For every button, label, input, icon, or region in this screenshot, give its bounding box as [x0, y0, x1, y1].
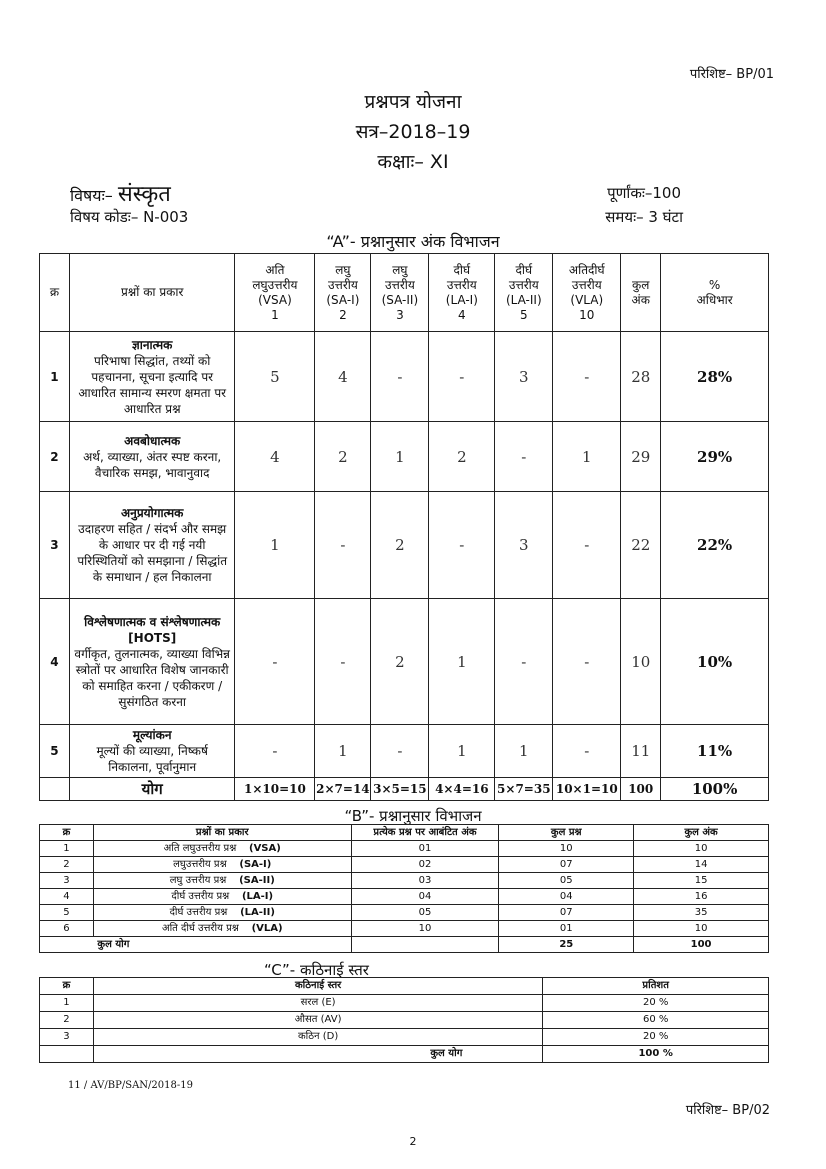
b-per: 05	[351, 905, 499, 921]
b-count: 05	[499, 873, 634, 889]
cell-pct: 29%	[661, 422, 769, 492]
cell-pct: 11%	[661, 725, 769, 778]
b-count: 07	[499, 905, 634, 921]
cell-la1: -	[429, 332, 495, 422]
row-desc: उदाहरण सहित / संदर्भ और समझ के आधार पर दी गई नयी परिस्थितियों को समझाना / सिद्धांत के समाधान / हल निकालना	[77, 522, 228, 584]
table-row	[40, 422, 769, 492]
b-count: 01	[499, 921, 634, 937]
section-a-total-row	[40, 778, 769, 801]
b-total-label: कुल योग	[93, 937, 351, 953]
c-level: सरल (E)	[93, 995, 542, 1012]
page-title: प्रश्नपत्र योजना	[364, 91, 462, 113]
b-col-marks: कुल अंक	[634, 825, 769, 841]
b-count: 04	[499, 889, 634, 905]
col-weight: % अधिभार	[661, 254, 769, 332]
total-label: योग	[69, 778, 235, 801]
col-la2: दीर्घ उत्तरीय (LA-II) 5	[495, 254, 553, 332]
c-total-label: कुल योग	[93, 1046, 542, 1063]
row-sr: 3	[40, 492, 70, 599]
cell-la1: 1	[429, 599, 495, 725]
appendix-ref-bottom: परिशिष्ट– BP/02	[685, 1103, 770, 1118]
c-pct: 20 %	[543, 995, 769, 1012]
b-sr: 5	[40, 905, 94, 921]
cell-vla: -	[553, 332, 621, 422]
subject-code: विषय कोडः– N-003	[70, 208, 189, 226]
cell-sa1: 1	[315, 725, 371, 778]
cell-la1: 1	[429, 725, 495, 778]
row-description	[69, 599, 235, 725]
cell-pct: 10%	[661, 599, 769, 725]
cell-pct: 22%	[661, 492, 769, 599]
c-total-pct: 100 %	[543, 1046, 769, 1063]
total-pct: 100%	[661, 778, 769, 801]
cell-total: 28	[621, 332, 661, 422]
c-level: कठिन (D)	[93, 1029, 542, 1046]
class-label: कक्षाः– XI	[377, 151, 449, 173]
row-desc: मूल्यों की व्याख्या, निष्कर्ष निकालना, पूर्वानुमान	[96, 744, 208, 774]
table-row	[40, 492, 769, 599]
b-col-per: प्रत्येक प्रश्न पर आबंटित अंक	[351, 825, 499, 841]
section-b-header-row	[40, 825, 769, 841]
b-marks: 16	[634, 889, 769, 905]
cell-vla: -	[553, 492, 621, 599]
b-per: 03	[351, 873, 499, 889]
col-vsa: अति लघुउत्तरीय (VSA) 1	[235, 254, 315, 332]
max-marks: पूर्णांकः–100	[607, 184, 681, 202]
section-a-table	[39, 253, 769, 801]
b-per: 01	[351, 841, 499, 857]
table-row	[40, 725, 769, 778]
b-marks: 15	[634, 873, 769, 889]
b-total-count: 25	[499, 937, 634, 953]
total-sa1: 2×7=14	[315, 778, 371, 801]
table-row	[40, 841, 769, 857]
b-type: दीर्घ उत्तरीय प्रश्न (LA-II)	[93, 905, 351, 921]
cell-vsa: 5	[235, 332, 315, 422]
row-title: अनुप्रयोगात्मक	[121, 506, 184, 520]
b-col-sr: क्र	[40, 825, 94, 841]
b-per: 04	[351, 889, 499, 905]
b-sr: 4	[40, 889, 94, 905]
row-sr: 1	[40, 332, 70, 422]
exam-time: समयः– 3 घंटा	[605, 208, 683, 226]
cell-sa2: 2	[371, 599, 429, 725]
section-c-title: “C”- कठिनाई स्तर	[264, 961, 369, 979]
c-col-level: कठिनाई स्तर	[93, 978, 542, 995]
cell-sa1: -	[315, 599, 371, 725]
c-total-empty	[40, 1046, 94, 1063]
table-row	[40, 921, 769, 937]
col-sa1: लघु उत्तरीय (SA-I) 2	[315, 254, 371, 332]
section-c-header-row	[40, 978, 769, 995]
cell-la2: -	[495, 599, 553, 725]
cell-vla: -	[553, 599, 621, 725]
b-marks: 10	[634, 841, 769, 857]
cell-total: 29	[621, 422, 661, 492]
cell-sa2: -	[371, 725, 429, 778]
total-la2: 5×7=35	[495, 778, 553, 801]
col-vla: अतिदीर्घ उत्तरीय (VLA) 10	[553, 254, 621, 332]
section-c-total-row	[40, 1046, 769, 1063]
row-title: मूल्यांकन	[132, 728, 172, 742]
doc-code: 11 / AV/BP/SAN/2018-19	[68, 1080, 193, 1091]
table-row	[40, 873, 769, 889]
cell-vsa: -	[235, 725, 315, 778]
c-sr: 3	[40, 1029, 94, 1046]
row-title: अवबोधात्मक	[124, 433, 181, 448]
col-la1: दीर्घ उत्तरीय (LA-I) 4	[429, 254, 495, 332]
total-la1: 4×4=16	[429, 778, 495, 801]
row-title: ज्ञानात्मक	[132, 337, 173, 352]
row-sr: 5	[40, 725, 70, 778]
section-b-total-row	[40, 937, 769, 953]
total-sa2: 3×5=15	[371, 778, 429, 801]
cell-sa2: 1	[371, 422, 429, 492]
c-sr: 2	[40, 1012, 94, 1029]
col-sr: क्र	[40, 254, 70, 332]
b-count: 07	[499, 857, 634, 873]
row-desc: अर्थ, व्याख्या, अंतर स्पष्ट करना, वैचारिक समझ, भावानुवाद	[83, 449, 222, 480]
total-vla: 10×1=10	[553, 778, 621, 801]
c-sr: 1	[40, 995, 94, 1012]
table-row	[40, 889, 769, 905]
row-desc: वर्गीकृत, तुलनात्मक, व्याख्या विभिन्न स्त्रोतों पर आधारित विशेष जानकारी को समाहित करना / एकीकरण / सुसंगठित करना	[74, 646, 230, 709]
session-label: सत्र–2018–19	[355, 121, 471, 143]
b-per: 10	[351, 921, 499, 937]
row-title: विश्लेषणात्मक व संश्लेषणात्मक [HOTS]	[84, 614, 221, 645]
b-type: लघुउत्तरीय प्रश्न (SA-I)	[93, 857, 351, 873]
cell-la2: 1	[495, 725, 553, 778]
cell-la1: -	[429, 492, 495, 599]
table-row	[40, 995, 769, 1012]
col-type: प्रश्नों का प्रकार	[69, 254, 235, 332]
table-row	[40, 332, 769, 422]
cell-la2: 3	[495, 492, 553, 599]
b-count: 10	[499, 841, 634, 857]
appendix-ref-top: परिशिष्ट– BP/01	[689, 67, 774, 82]
total-marks: 100	[621, 778, 661, 801]
b-total-marks: 100	[634, 937, 769, 953]
b-type: अति दीर्घ उत्तरीय प्रश्न (VLA)	[93, 921, 351, 937]
cell-vsa: -	[235, 599, 315, 725]
cell-vla: 1	[553, 422, 621, 492]
b-sr: 2	[40, 857, 94, 873]
cell-sa1: -	[315, 492, 371, 599]
cell-sa1: 4	[315, 332, 371, 422]
total-sr-empty	[40, 778, 70, 801]
row-description	[69, 332, 235, 422]
b-marks: 10	[634, 921, 769, 937]
row-desc: परिभाषा सिद्धांत, तथ्यों को पहचानना, सूचना इत्यादि पर आधारित सामान्य स्मरण क्षमता पर आधारित प्रश्न	[78, 353, 227, 416]
subject-line	[70, 178, 171, 208]
cell-la2: 3	[495, 332, 553, 422]
b-marks: 14	[634, 857, 769, 873]
table-row	[40, 905, 769, 921]
c-col-sr: क्र	[40, 978, 94, 995]
c-level: औसत (AV)	[93, 1012, 542, 1029]
table-row	[40, 599, 769, 725]
table-row	[40, 1029, 769, 1046]
b-per: 02	[351, 857, 499, 873]
b-total-per-empty	[351, 937, 499, 953]
c-pct: 20 %	[543, 1029, 769, 1046]
b-sr: 1	[40, 841, 94, 857]
c-pct: 60 %	[543, 1012, 769, 1029]
cell-vsa: 1	[235, 492, 315, 599]
b-col-type: प्रश्नों का प्रकार	[93, 825, 351, 841]
subject-label: विषयः–	[70, 186, 113, 205]
cell-sa2: 2	[371, 492, 429, 599]
cell-pct: 28%	[661, 332, 769, 422]
subject-value: संस्कृत	[117, 182, 171, 207]
row-description	[69, 492, 235, 599]
section-b-table	[39, 824, 769, 953]
b-type: दीर्घ उत्तरीय प्रश्न (LA-I)	[93, 889, 351, 905]
table-row	[40, 857, 769, 873]
row-sr: 2	[40, 422, 70, 492]
col-total: कुल अंक	[621, 254, 661, 332]
section-a-title: “A”- प्रश्नानुसार अंक विभाजन	[326, 232, 500, 251]
b-marks: 35	[634, 905, 769, 921]
cell-sa2: -	[371, 332, 429, 422]
b-type: अति लघुउत्तरीय प्रश्न (VSA)	[93, 841, 351, 857]
page-number: 2	[409, 1135, 417, 1148]
col-sa2: लघु उत्तरीय (SA-II) 3	[371, 254, 429, 332]
b-type: लघु उत्तरीय प्रश्न (SA-II)	[93, 873, 351, 889]
b-total-empty	[40, 937, 94, 953]
cell-total: 22	[621, 492, 661, 599]
total-vsa: 1×10=10	[235, 778, 315, 801]
row-description	[69, 725, 235, 778]
section-c-table	[39, 977, 769, 1063]
table-row	[40, 1012, 769, 1029]
cell-sa1: 2	[315, 422, 371, 492]
section-a-header-row	[40, 254, 769, 332]
b-col-count: कुल प्रश्न	[499, 825, 634, 841]
row-sr: 4	[40, 599, 70, 725]
cell-total: 10	[621, 599, 661, 725]
section-b-title: “B”- प्रश्नानुसार विभाजन	[344, 807, 482, 825]
cell-la2: -	[495, 422, 553, 492]
cell-vla: -	[553, 725, 621, 778]
c-col-pct: प्रतिशत	[543, 978, 769, 995]
b-sr: 6	[40, 921, 94, 937]
cell-la1: 2	[429, 422, 495, 492]
cell-total: 11	[621, 725, 661, 778]
cell-vsa: 4	[235, 422, 315, 492]
b-sr: 3	[40, 873, 94, 889]
row-description	[69, 422, 235, 492]
